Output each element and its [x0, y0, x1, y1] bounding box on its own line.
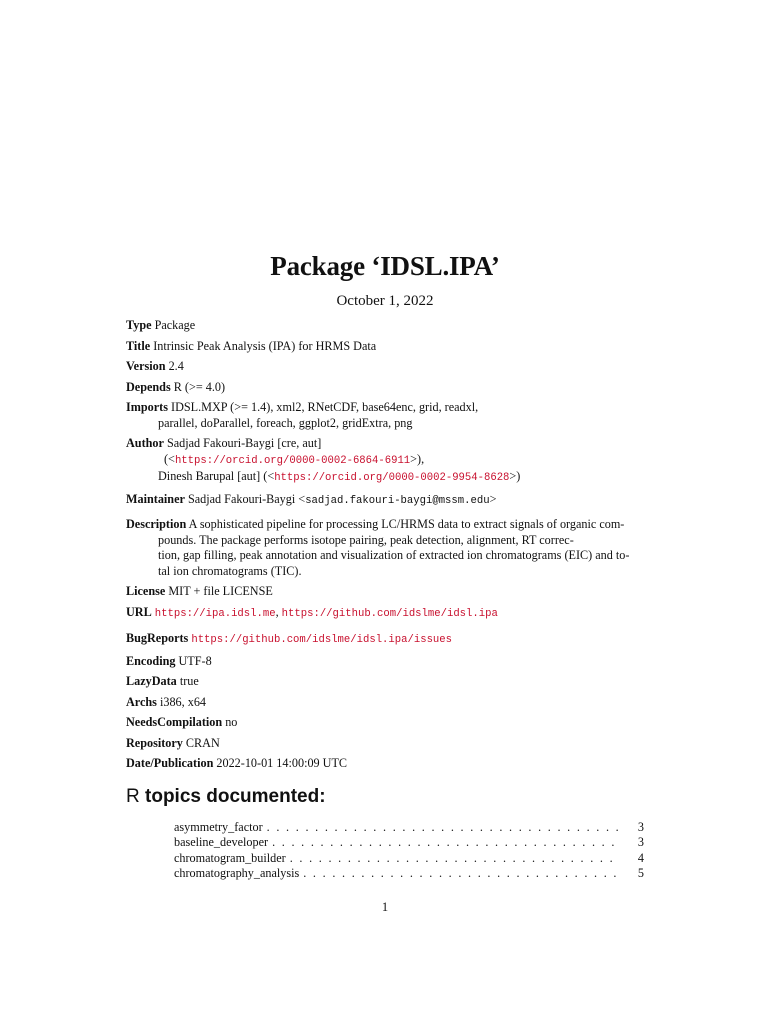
maintainer-name: Sadjad Fakouri-Baygi < — [187, 491, 306, 506]
description-fields — [126, 318, 656, 777]
field-value: Package — [154, 318, 196, 332]
punctuation: , — [275, 604, 279, 619]
toc-entry[interactable] — [174, 820, 644, 835]
field-repository — [126, 736, 656, 752]
field-maintainer — [126, 492, 656, 510]
field-bugreports — [126, 631, 656, 649]
field-value: 2.4 — [168, 359, 184, 373]
field-key: Archs — [126, 694, 157, 709]
field-key: Repository — [126, 735, 183, 750]
punctuation: > — [489, 491, 497, 506]
toc-entry-page[interactable]: 4 — [637, 850, 644, 865]
field-author — [126, 436, 656, 487]
package-title: Package ‘IDSL.IPA’ — [270, 251, 500, 281]
toc-entry-name[interactable]: chromatography_analysis — [174, 865, 300, 880]
url-link[interactable]: https://github.com/idslme/idsl.ipa — [281, 607, 498, 620]
toc-leader-dots — [290, 851, 618, 866]
r-letter: R — [126, 786, 140, 807]
field-key: Depends — [126, 379, 171, 394]
toc-entry-name[interactable]: baseline_developer — [174, 835, 269, 850]
orcid-link[interactable]: https://orcid.org/0000-0002-9954-8628 — [274, 472, 510, 484]
field-value: Intrinsic Peak Analysis (IPA) for HRMS Data — [153, 338, 377, 353]
field-key: Maintainer — [126, 491, 185, 506]
field-version — [126, 359, 656, 375]
field-value: i386, x64 — [159, 694, 207, 709]
field-lazydata — [126, 674, 656, 690]
field-key: Description — [126, 517, 187, 531]
toc-entry[interactable] — [174, 851, 644, 866]
toc-entry-name[interactable]: chromatogram_builder — [174, 850, 286, 865]
field-value: Sadjad Fakouri-Baygi [cre, aut] — [166, 436, 322, 450]
field-value: R (>= 4.0) — [173, 379, 226, 394]
toc-leader-dots — [267, 820, 618, 835]
punctuation: (< — [164, 451, 175, 466]
field-key: Author — [126, 436, 164, 450]
field-url — [126, 605, 656, 623]
field-value: UTF-8 — [178, 653, 212, 668]
url-link[interactable]: https://ipa.idsl.me — [154, 607, 276, 620]
package-date: October 1, 2022 — [336, 293, 434, 309]
author-orcid-line — [126, 452, 656, 470]
description-line: pounds. The package performs isotope pairing, peak detection, alignment, RT correc- — [158, 532, 574, 547]
description-line: A sophisticated pipeline for processing LC/HRMS data to extract signals of organic com- — [188, 517, 625, 531]
field-key: URL — [126, 604, 152, 619]
table-of-contents — [174, 820, 644, 881]
field-date-publication — [126, 756, 656, 772]
toc-entry-page[interactable]: 5 — [637, 865, 644, 880]
toc-leader-dots — [303, 866, 618, 881]
field-key: License — [126, 584, 166, 598]
field-archs — [126, 695, 656, 711]
field-key: Encoding — [126, 653, 176, 668]
field-key: Imports — [126, 400, 168, 414]
field-type — [126, 318, 656, 334]
field-value: IDSL.MXP (>= 1.4), xml2, RNetCDF, base64enc, grid, readxl, — [171, 400, 479, 414]
field-encoding — [126, 654, 656, 670]
author-second-line — [126, 469, 656, 487]
field-license — [126, 584, 656, 600]
field-needscompilation — [126, 715, 656, 731]
toc-entry-name[interactable]: asymmetry_factor — [174, 820, 263, 834]
field-value: MIT + file LICENSE — [168, 584, 273, 598]
field-depends — [126, 380, 656, 396]
page-number: 1 — [381, 900, 389, 914]
section-heading — [126, 786, 326, 808]
toc-entry-page[interactable]: 3 — [637, 820, 644, 834]
field-key: Date/Publication — [126, 756, 214, 770]
description-line: tion, gap filling, peak annotation and visualization of extracted ion chromatograms (EIC) and to- — [158, 548, 630, 562]
field-value: true — [179, 674, 199, 688]
bugreports-link[interactable]: https://github.com/idslme/idsl.ipa/issues — [191, 634, 452, 646]
toc-entry[interactable] — [174, 835, 644, 850]
field-description — [126, 517, 656, 579]
toc-entry-page[interactable]: 3 — [637, 835, 644, 850]
field-value: CRAN — [185, 735, 220, 750]
field-value: no — [225, 715, 238, 729]
punctuation: >) — [509, 469, 521, 483]
field-value-continued: parallel, doParallel, foreach, ggplot2, gridExtra, png — [158, 415, 413, 430]
section-heading-text: topics documented: — [145, 786, 326, 807]
field-key: Version — [126, 359, 166, 373]
field-title — [126, 339, 656, 355]
field-key: BugReports — [126, 631, 189, 645]
toc-entry[interactable] — [174, 866, 644, 881]
orcid-link[interactable]: https://orcid.org/0000-0002-6864-6911 — [174, 454, 411, 467]
field-key: Type — [126, 318, 152, 332]
field-key: NeedsCompilation — [126, 715, 223, 729]
field-value: 2022-10-01 14:00:09 UTC — [216, 756, 348, 770]
description-line: tal ion chromatograms (TIC). — [158, 563, 302, 578]
field-key: Title — [126, 338, 151, 353]
punctuation: >), — [410, 451, 425, 466]
field-key: LazyData — [126, 674, 177, 688]
maintainer-email: sadjad.fakouri-baygi@mssm.edu — [305, 494, 490, 507]
toc-leader-dots — [272, 835, 618, 850]
author-name: Dinesh Barupal [aut] (< — [158, 469, 275, 483]
field-imports — [126, 400, 656, 431]
